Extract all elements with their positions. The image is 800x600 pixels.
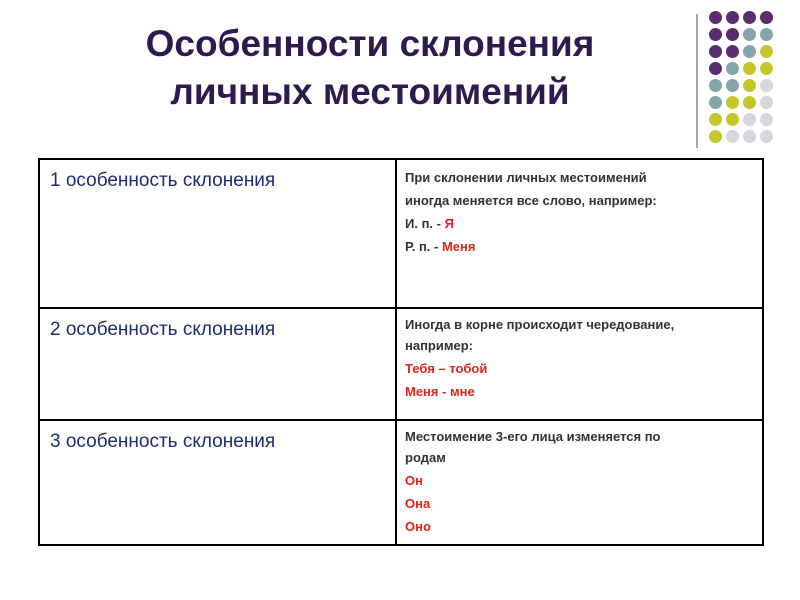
slide-title-line-1: Особенности склонения	[145, 23, 595, 64]
decorative-dot	[726, 45, 739, 58]
vertical-divider	[696, 14, 698, 148]
row-label: 2 особенность склонения	[50, 319, 276, 340]
row-label: 3 особенность склонения	[50, 431, 276, 452]
table-row	[39, 159, 763, 308]
highlighted-example: Меня - мне	[405, 384, 475, 399]
decorative-dot	[726, 130, 739, 143]
decorative-dot	[709, 79, 722, 92]
highlighted-word: Я	[444, 216, 454, 231]
case-prefix: И. п. -	[405, 216, 445, 231]
decorative-dot	[743, 96, 756, 109]
decorative-dot	[743, 45, 756, 58]
decorative-dot	[760, 62, 773, 75]
description-line: иногда меняется все слово, например:	[405, 193, 657, 208]
decorative-dot	[760, 96, 773, 109]
decorative-dot-grid	[709, 11, 789, 131]
row-label: 1 особенность склонения	[50, 170, 276, 191]
decorative-dot	[726, 11, 739, 24]
decorative-dot	[709, 113, 722, 126]
case-example	[405, 235, 754, 258]
row-description-cell	[396, 420, 763, 545]
highlighted-example: Она	[405, 496, 431, 511]
description-line: При склонении личных местоимений	[405, 170, 647, 185]
decorative-dot	[743, 28, 756, 41]
decorative-dot	[726, 113, 739, 126]
decorative-dot	[760, 113, 773, 126]
table-row	[39, 420, 763, 545]
case-prefix: Р. п. -	[405, 239, 442, 254]
decorative-dot	[726, 62, 739, 75]
decorative-dot	[709, 11, 722, 24]
decorative-dot	[743, 79, 756, 92]
highlighted-example: Он	[405, 473, 423, 488]
row-label-cell	[39, 420, 396, 545]
decorative-dot	[760, 11, 773, 24]
decorative-dot	[743, 62, 756, 75]
decorative-dot	[760, 79, 773, 92]
decorative-dot	[709, 130, 722, 143]
decorative-dot	[760, 28, 773, 41]
decorative-dot	[726, 28, 739, 41]
description-line: родам	[405, 450, 446, 465]
decorative-dot	[760, 45, 773, 58]
highlighted-word: Меня	[441, 239, 476, 254]
decorative-dot	[760, 130, 773, 143]
decorative-dot	[743, 11, 756, 24]
decorative-dot	[743, 113, 756, 126]
decorative-dot	[709, 28, 722, 41]
highlighted-example: Оно	[405, 519, 431, 534]
decorative-dot	[709, 96, 722, 109]
declension-table	[38, 158, 764, 546]
slide-title	[60, 20, 680, 116]
description-line: например:	[405, 338, 473, 353]
row-description-cell	[396, 159, 763, 308]
case-example	[405, 212, 754, 235]
row-label-cell	[39, 159, 396, 308]
description-line: Иногда в корне происходит чередование,	[405, 317, 675, 332]
slide-title-line-2: личных местоимений	[170, 71, 570, 112]
row-label-cell	[39, 308, 396, 420]
table-row	[39, 308, 763, 420]
decorative-dot	[726, 79, 739, 92]
description-line: Местоимение 3-его лица изменяется по	[405, 429, 661, 444]
highlighted-example: Тебя – тобой	[405, 361, 488, 376]
decorative-dot	[743, 130, 756, 143]
row-description-cell	[396, 308, 763, 420]
decorative-dot	[726, 96, 739, 109]
decorative-dot	[709, 62, 722, 75]
decorative-dot	[709, 45, 722, 58]
